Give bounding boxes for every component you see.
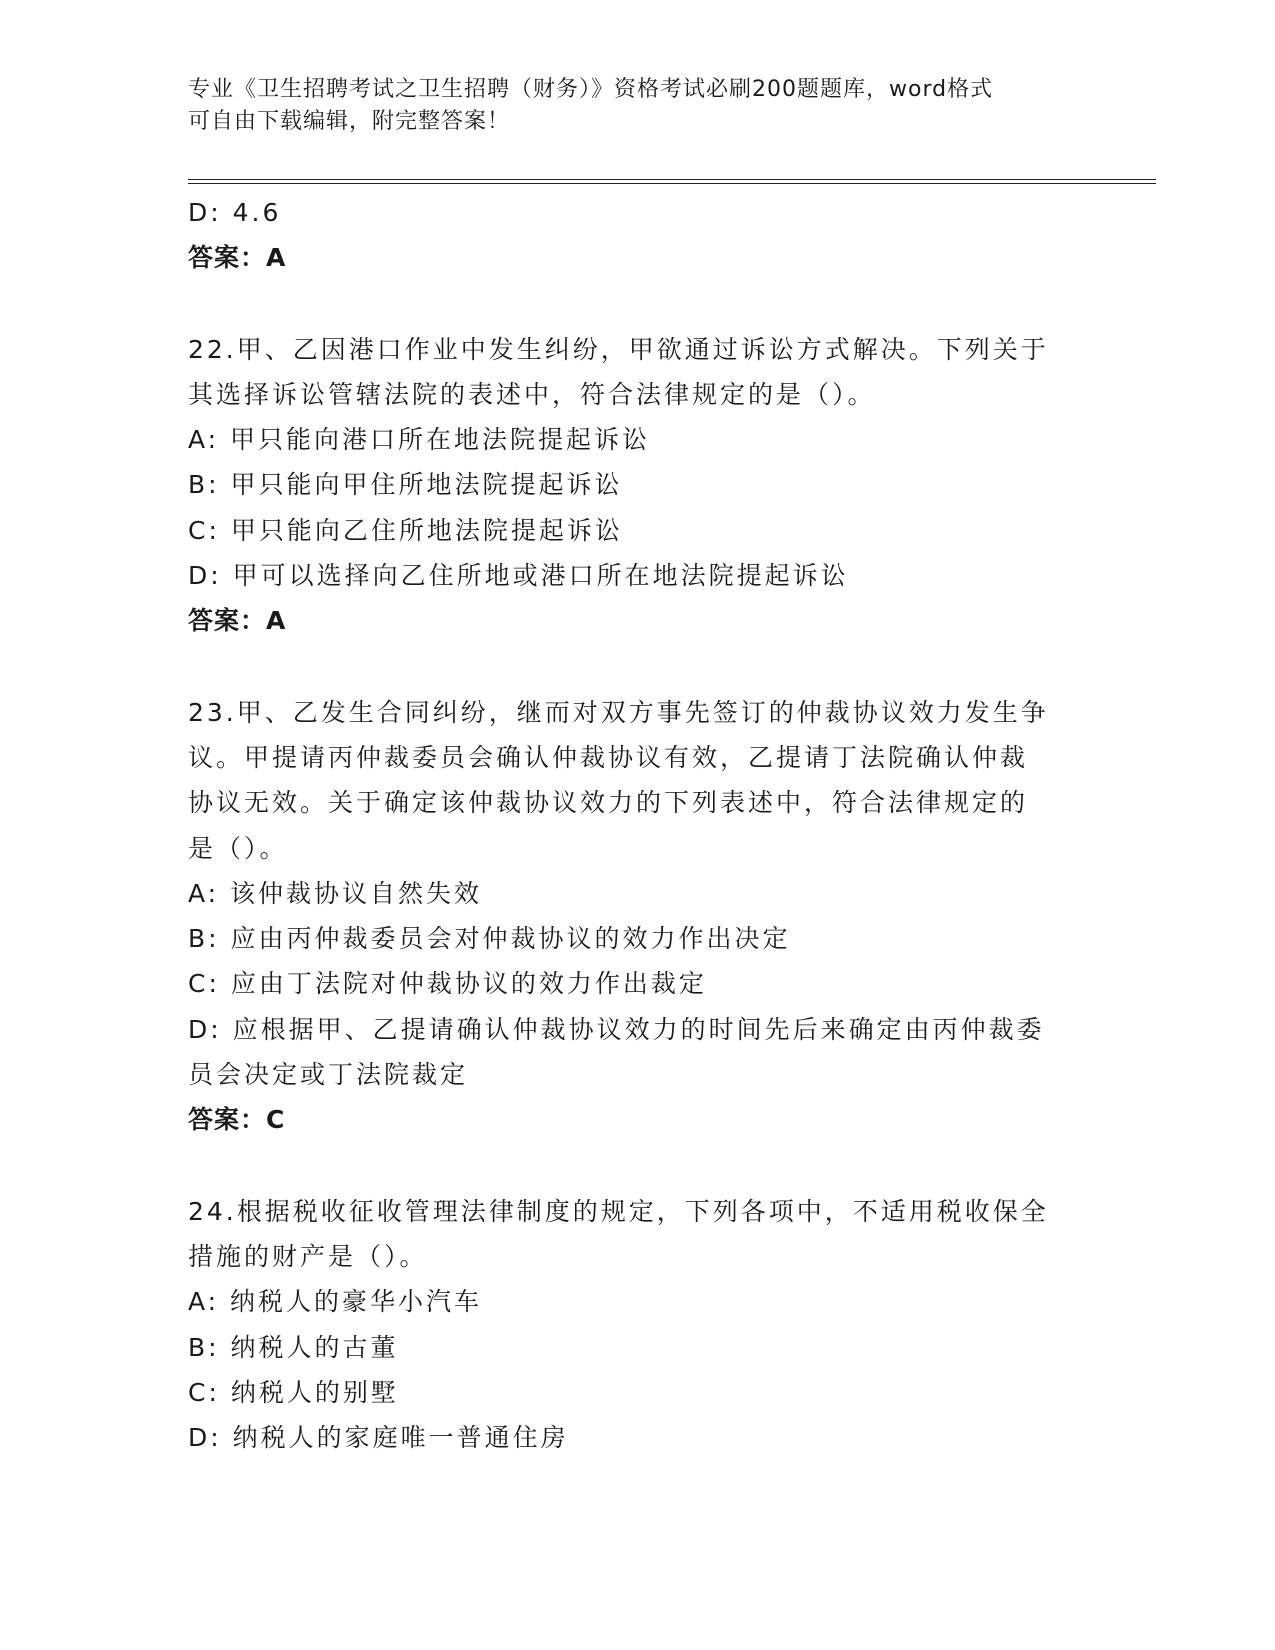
option-b: B: 纳税人的古董 xyxy=(188,1332,399,1362)
question-stem: 措施的财产是（）。 xyxy=(188,1241,428,1271)
question-24 xyxy=(188,1189,1088,1461)
header-title-line-1: 专业《卫生招聘考试之卫生招聘（财务）》资格考试必刷200题题库，word格式 xyxy=(188,77,994,102)
answer-line: 答案：A xyxy=(188,606,287,636)
question-23 xyxy=(188,690,1088,1143)
question-stem: 议。甲提请丙仲裁委员会确认仲裁协议有效，乙提请丁法院确认仲裁 xyxy=(188,742,1029,772)
question-stem: 协议无效。关于确定该仲裁协议效力的下列表述中，符合法律规定的 xyxy=(188,788,1029,818)
spacer xyxy=(188,644,1088,690)
option-a: A: 纳税人的豪华小汽车 xyxy=(188,1287,483,1317)
spacer xyxy=(188,281,1088,327)
question-stem: 22.甲、乙因港口作业中发生纠纷，甲欲通过诉讼方式解决。下列关于 xyxy=(188,334,1049,364)
spacer xyxy=(188,1143,1088,1189)
option-d: D: 甲可以选择向乙住所地或港口所在地法院提起诉讼 xyxy=(188,561,849,591)
question-22 xyxy=(188,327,1088,644)
question-stem: 其选择诉讼管辖法院的表述中，符合法律规定的是（）。 xyxy=(188,379,876,409)
option-a: A: 该仲裁协议自然失效 xyxy=(188,878,483,908)
previous-question-tail xyxy=(188,190,1088,281)
option-d: D: 4.6 xyxy=(188,198,282,227)
header-divider-top xyxy=(188,179,1156,180)
header-title-line-2: 可自由下载编辑，附完整答案！ xyxy=(188,109,511,134)
option-a: A: 甲只能向港口所在地法院提起诉讼 xyxy=(188,425,651,455)
option-c: C: 甲只能向乙住所地法院提起诉讼 xyxy=(188,515,623,545)
option-c: C: 纳税人的别墅 xyxy=(188,1377,399,1407)
page-header xyxy=(188,74,1088,138)
question-stem: 是（）。 xyxy=(188,833,288,863)
option-d-continuation: 员会决定或丁法院裁定 xyxy=(188,1060,469,1090)
option-d: D: 应根据甲、乙提请确认仲裁协议效力的时间先后来确定由丙仲裁委 xyxy=(188,1014,1045,1044)
option-b: B: 应由丙仲裁委员会对仲裁协议的效力作出决定 xyxy=(188,924,791,954)
answer-line: 答案：A xyxy=(188,243,287,273)
option-c: C: 应由丁法院对仲裁协议的效力作出裁定 xyxy=(188,969,707,999)
answer-line: 答案：C xyxy=(188,1105,286,1135)
header-divider-bottom xyxy=(188,183,1156,184)
option-b: B: 甲只能向甲住所地法院提起诉讼 xyxy=(188,470,623,500)
question-stem: 24.根据税收征收管理法律制度的规定，下列各项中，不适用税收保全 xyxy=(188,1196,1049,1226)
option-d: D: 纳税人的家庭唯一普通住房 xyxy=(188,1423,569,1453)
question-stem: 23.甲、乙发生合同纠纷，继而对双方事先签订的仲裁协议效力发生争 xyxy=(188,697,1049,727)
question-content xyxy=(188,190,1088,1460)
